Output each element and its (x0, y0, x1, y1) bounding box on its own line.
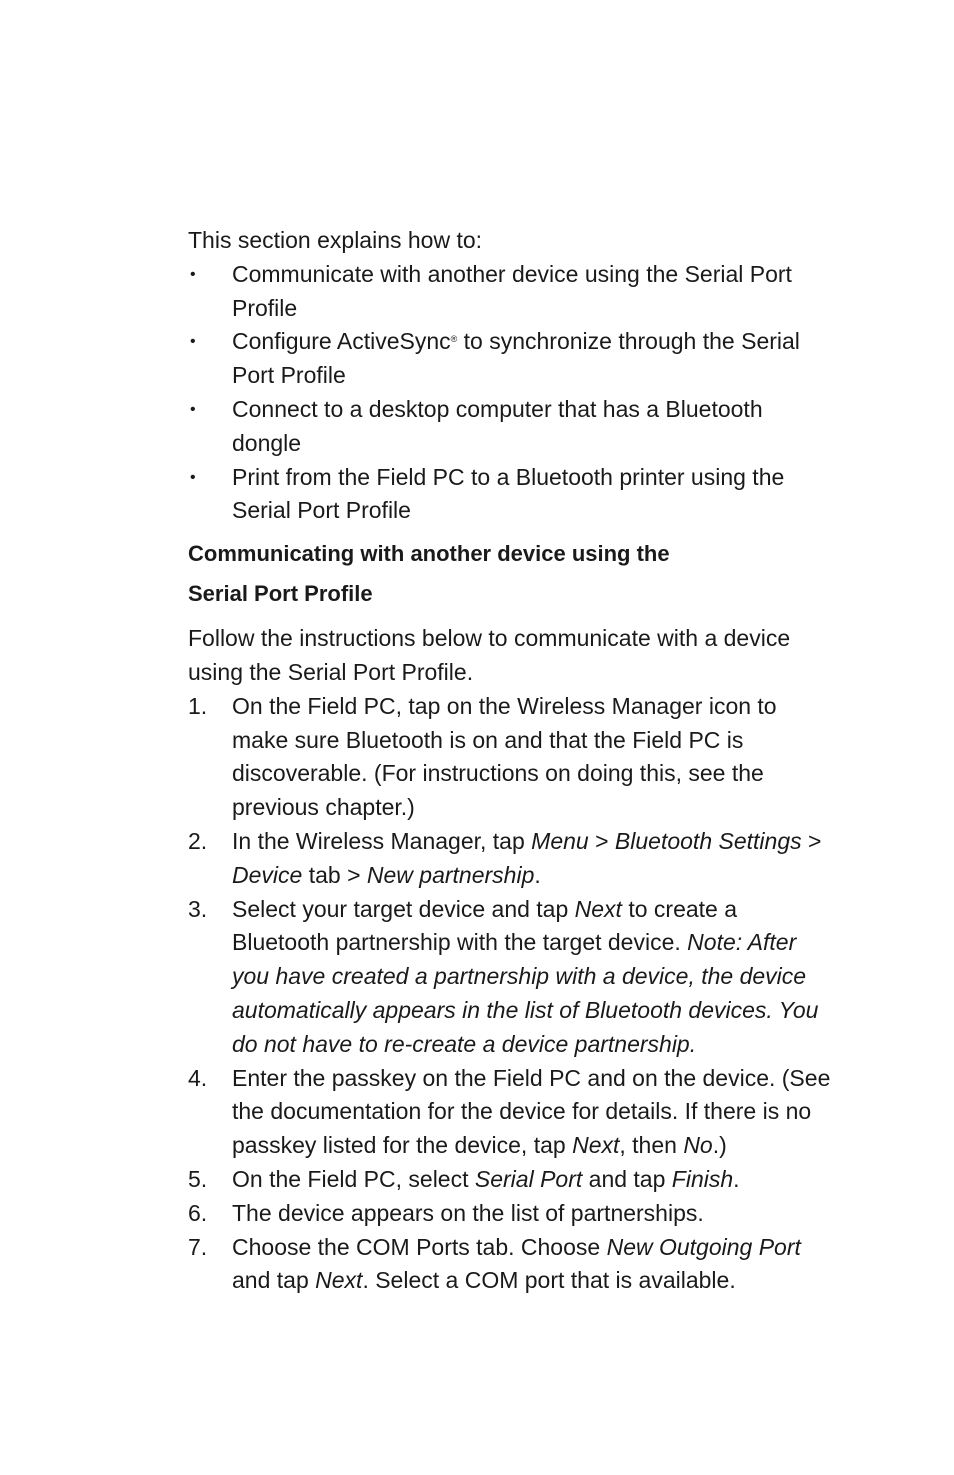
step-item (188, 1062, 838, 1163)
step-item (188, 825, 838, 893)
step-emphasis: Next (572, 1132, 620, 1159)
document-page (188, 224, 838, 1298)
topic-text-part: to synchronize through the Serial Port Profile (232, 328, 800, 389)
step-text (232, 1166, 740, 1192)
step-number: 1. (188, 692, 208, 719)
topic-item (188, 461, 838, 529)
step-text-part: Enter the passkey on the Field PC and on the device. (See the documentation for the device for details. If there is no passkey listed for the device, tap (232, 1064, 831, 1159)
bullet-marker: • (190, 265, 196, 283)
step-text-part: On the Field PC, select (232, 1165, 475, 1192)
step-item (188, 1197, 838, 1231)
step-text-part: .) (712, 1132, 727, 1159)
registered-mark: ® (450, 334, 458, 345)
step-item (188, 690, 838, 825)
step-emphasis: Finish (671, 1165, 734, 1192)
section-heading (188, 534, 838, 614)
step-text-part: . (733, 1165, 740, 1192)
step-text-part: > (801, 827, 822, 854)
step-text: The device appears on the list of partnerships. (232, 1199, 704, 1226)
bullet-marker: • (190, 333, 196, 351)
topic-text: Connect to a desktop computer that has a Bluetooth dongle (232, 395, 763, 456)
step-item (188, 1231, 838, 1299)
step-emphasis: Next (315, 1267, 363, 1294)
section-lead: Follow the instructions below to communicate with a device using the Serial Port Profile. (188, 625, 791, 685)
step-text-part: . Select a COM port that is available. (362, 1267, 736, 1294)
topic-item (188, 325, 838, 393)
topic-text: Print from the Field PC to a Bluetooth printer using the Serial Port Profile (232, 463, 785, 524)
steps-list (188, 690, 838, 1298)
step-text-part: and tap (232, 1267, 316, 1294)
step-text-part: to create a Bluetooth partnership with the target device. (232, 895, 738, 956)
step-text-part: Select your target device and tap (232, 895, 575, 922)
step-emphasis: Serial Port (474, 1165, 583, 1192)
section-heading-line: Serial Port Profile (188, 581, 373, 607)
topic-text (232, 328, 800, 388)
topic-text: Communicate with another device using the Serial Port Profile (232, 260, 792, 321)
step-text-part: , then (619, 1132, 684, 1159)
step-emphasis: Menu (531, 827, 589, 854)
step-number: 3. (188, 895, 208, 922)
step-text (232, 828, 821, 888)
step-number: 2. (188, 827, 208, 854)
step-emphasis: No (683, 1132, 713, 1159)
step-note: Note: After you have created a partnership with a device, the device automatically appears in the list of Bluetooth devices. You do not have to re-create a device partnership. (232, 929, 819, 1057)
step-text-part: In the Wireless Manager, tap (232, 827, 532, 854)
step-text-part: > (588, 827, 615, 854)
step-text (232, 1065, 830, 1159)
step-emphasis: New partnership (366, 861, 535, 888)
step-text-part: Choose the COM Ports tab. Choose (232, 1233, 607, 1260)
step-number: 6. (188, 1199, 208, 1226)
section-heading-line: Communicating with another device using the (188, 541, 670, 567)
step-text-part: and tap (582, 1165, 672, 1192)
step-text-part: . (534, 861, 541, 888)
bullet-marker: • (190, 468, 196, 486)
topic-text-part: Configure ActiveSync (232, 328, 451, 355)
step-text (232, 1234, 801, 1294)
step-emphasis: Device (232, 861, 303, 888)
step-emphasis: Next (574, 895, 622, 922)
step-emphasis: New Outgoing Port (606, 1233, 801, 1260)
bullet-marker: • (190, 400, 196, 418)
step-text: On the Field PC, tap on the Wireless Manager icon to make sure Bluetooth is on and that the Field PC is discoverable. (For instructions on doing this, see the previous chapter.) (232, 692, 777, 821)
step-emphasis: Bluetooth Settings (614, 827, 802, 854)
topic-item (188, 258, 838, 326)
topic-list (188, 258, 838, 528)
step-number: 7. (188, 1233, 208, 1260)
step-item (188, 1163, 838, 1197)
step-number: 4. (188, 1064, 208, 1091)
intro-text: This section explains how to: (188, 227, 483, 253)
topic-item (188, 393, 838, 461)
step-text-part: tab > (302, 861, 367, 888)
step-number: 5. (188, 1165, 208, 1192)
step-item (188, 893, 838, 1062)
step-text (232, 896, 818, 1057)
